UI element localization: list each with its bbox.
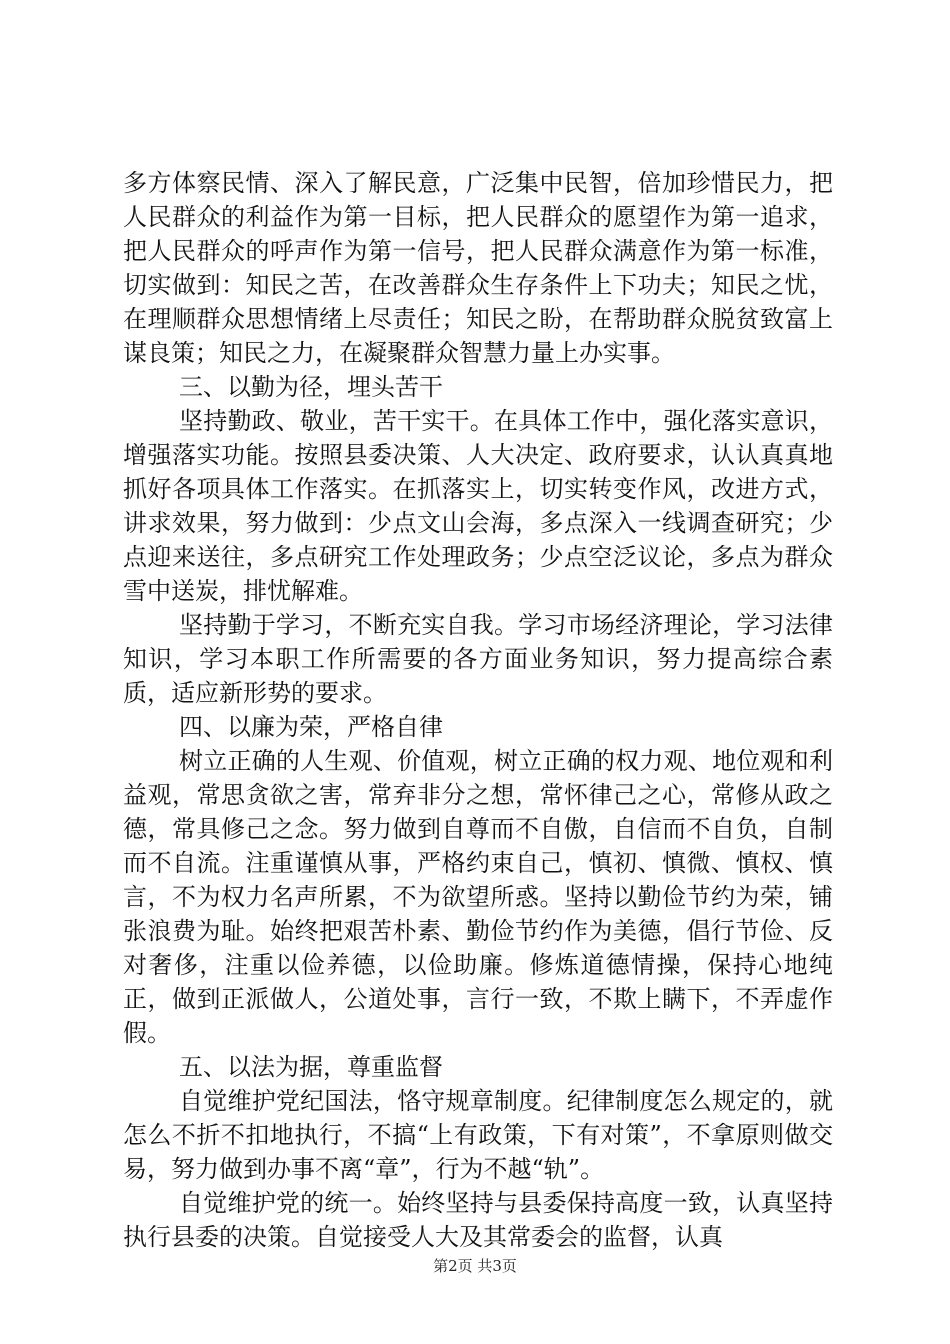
paragraph-1: 多方体察民情、深入了解民意，广泛集中民智，倍加珍惜民力，把人民群众的利益作为第一目标，把人民群众的愿望作为第一追求，把人民群众的呼声作为第一信号，把人民群众满意作为第一标准，切实做到：知民之苦，在改善群众生存条件上下功夫；知民之忧，在理顺群众思想情绪上尽责任；知民之盼，在帮助群众脱贫致富上谋良策；知民之力，在凝聚群众智慧力量上办实事。: [123, 169, 833, 367]
document-body: [123, 166, 833, 1254]
section-heading-4: 四、以廉为荣，严格自律: [179, 713, 443, 741]
paragraph-4: 树立正确的人生观、价值观，树立正确的权力观、地位观和利益观，常思贪欲之害，常弃非分之想，常怀律己之心，常修从政之德，常具修己之念。努力做到自尊而不自傲，自信而不自负，自制而不自流。注重谨慎从事，严格约束自己，慎初、慎微、慎权、慎言，不为权力名声所累，不为欲望所惑。坚持以勤俭节约为荣，铺张浪费为耻。始终把艰苦朴素、勤俭节约作为美德，倡行节俭、反对奢侈，注重以俭养德，以俭助廉。修炼道德情操，保持心地纯正，做到正派做人，公道处事，言行一致，不欺上瞒下，不弄虚作假。: [123, 747, 833, 1047]
paragraph-3: 坚持勤于学习，不断充实自我。学习市场经济理论，学习法律知识，学习本职工作所需要的各方面业务知识，努力提高综合素质，适应新形势的要求。: [123, 611, 833, 707]
paragraph-5: 自觉维护党纪国法，恪守规章制度。纪律制度怎么规定的，就怎么不折不扣地执行，不搞“上有政策，下有对策”，不拿原则做交易，努力做到办事不离“章”，行为不越“轨”。: [123, 1087, 833, 1183]
paragraph-2: 坚持勤政、敬业，苦干实干。在具体工作中，强化落实意识，增强落实功能。按照县委决策、人大决定、政府要求，认认真真地抓好各项具体工作落实。在抓落实上，切实转变作风，改进方式，讲求效果，努力做到：少点文山会海，多点深入一线调查研究；少点迎来送往，多点研究工作处理政务；少点空泛议论，多点为群众雪中送炭，排忧解难。: [123, 407, 833, 605]
section-heading-3: 三、以勤为径，埋头苦干: [179, 373, 443, 401]
page-number-label: 第2页 共3页: [433, 1257, 517, 1275]
page-footer: [0, 1256, 950, 1276]
paragraph-6: 自觉维护党的统一。始终坚持与县委保持高度一致，认真坚持执行县委的决策。自觉接受人大及其常委会的监督，认真: [123, 1189, 833, 1251]
section-heading-5: 五、以法为据，尊重监督: [179, 1053, 443, 1081]
